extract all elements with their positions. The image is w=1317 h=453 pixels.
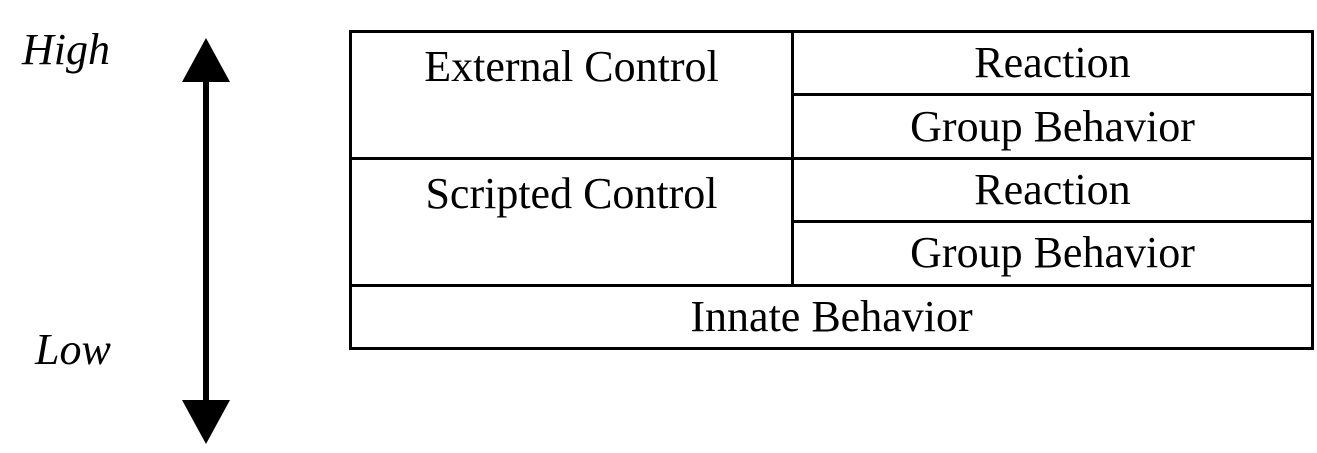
arrow-head-up (182, 38, 230, 82)
innate-behavior-cell: Innate Behavior (351, 285, 1313, 348)
table-row (351, 32, 1313, 95)
external-reaction-cell: Reaction (793, 32, 1313, 95)
scripted-control-cell: Scripted Control (351, 158, 793, 285)
arrow-head-down (182, 400, 230, 444)
external-group-behavior-cell: Group Behavior (793, 95, 1313, 158)
double-headed-arrow-icon (170, 30, 250, 450)
scripted-group-behavior-cell: Group Behavior (793, 222, 1313, 285)
table-row (351, 158, 1313, 221)
table-row (351, 285, 1313, 348)
arrow-shaft (203, 80, 209, 410)
external-control-cell: External Control (351, 32, 793, 159)
scripted-reaction-cell: Reaction (793, 158, 1313, 221)
axis-high-label: High (22, 25, 110, 74)
axis-low-label: Low (35, 325, 111, 374)
control-level-table (349, 30, 1314, 350)
